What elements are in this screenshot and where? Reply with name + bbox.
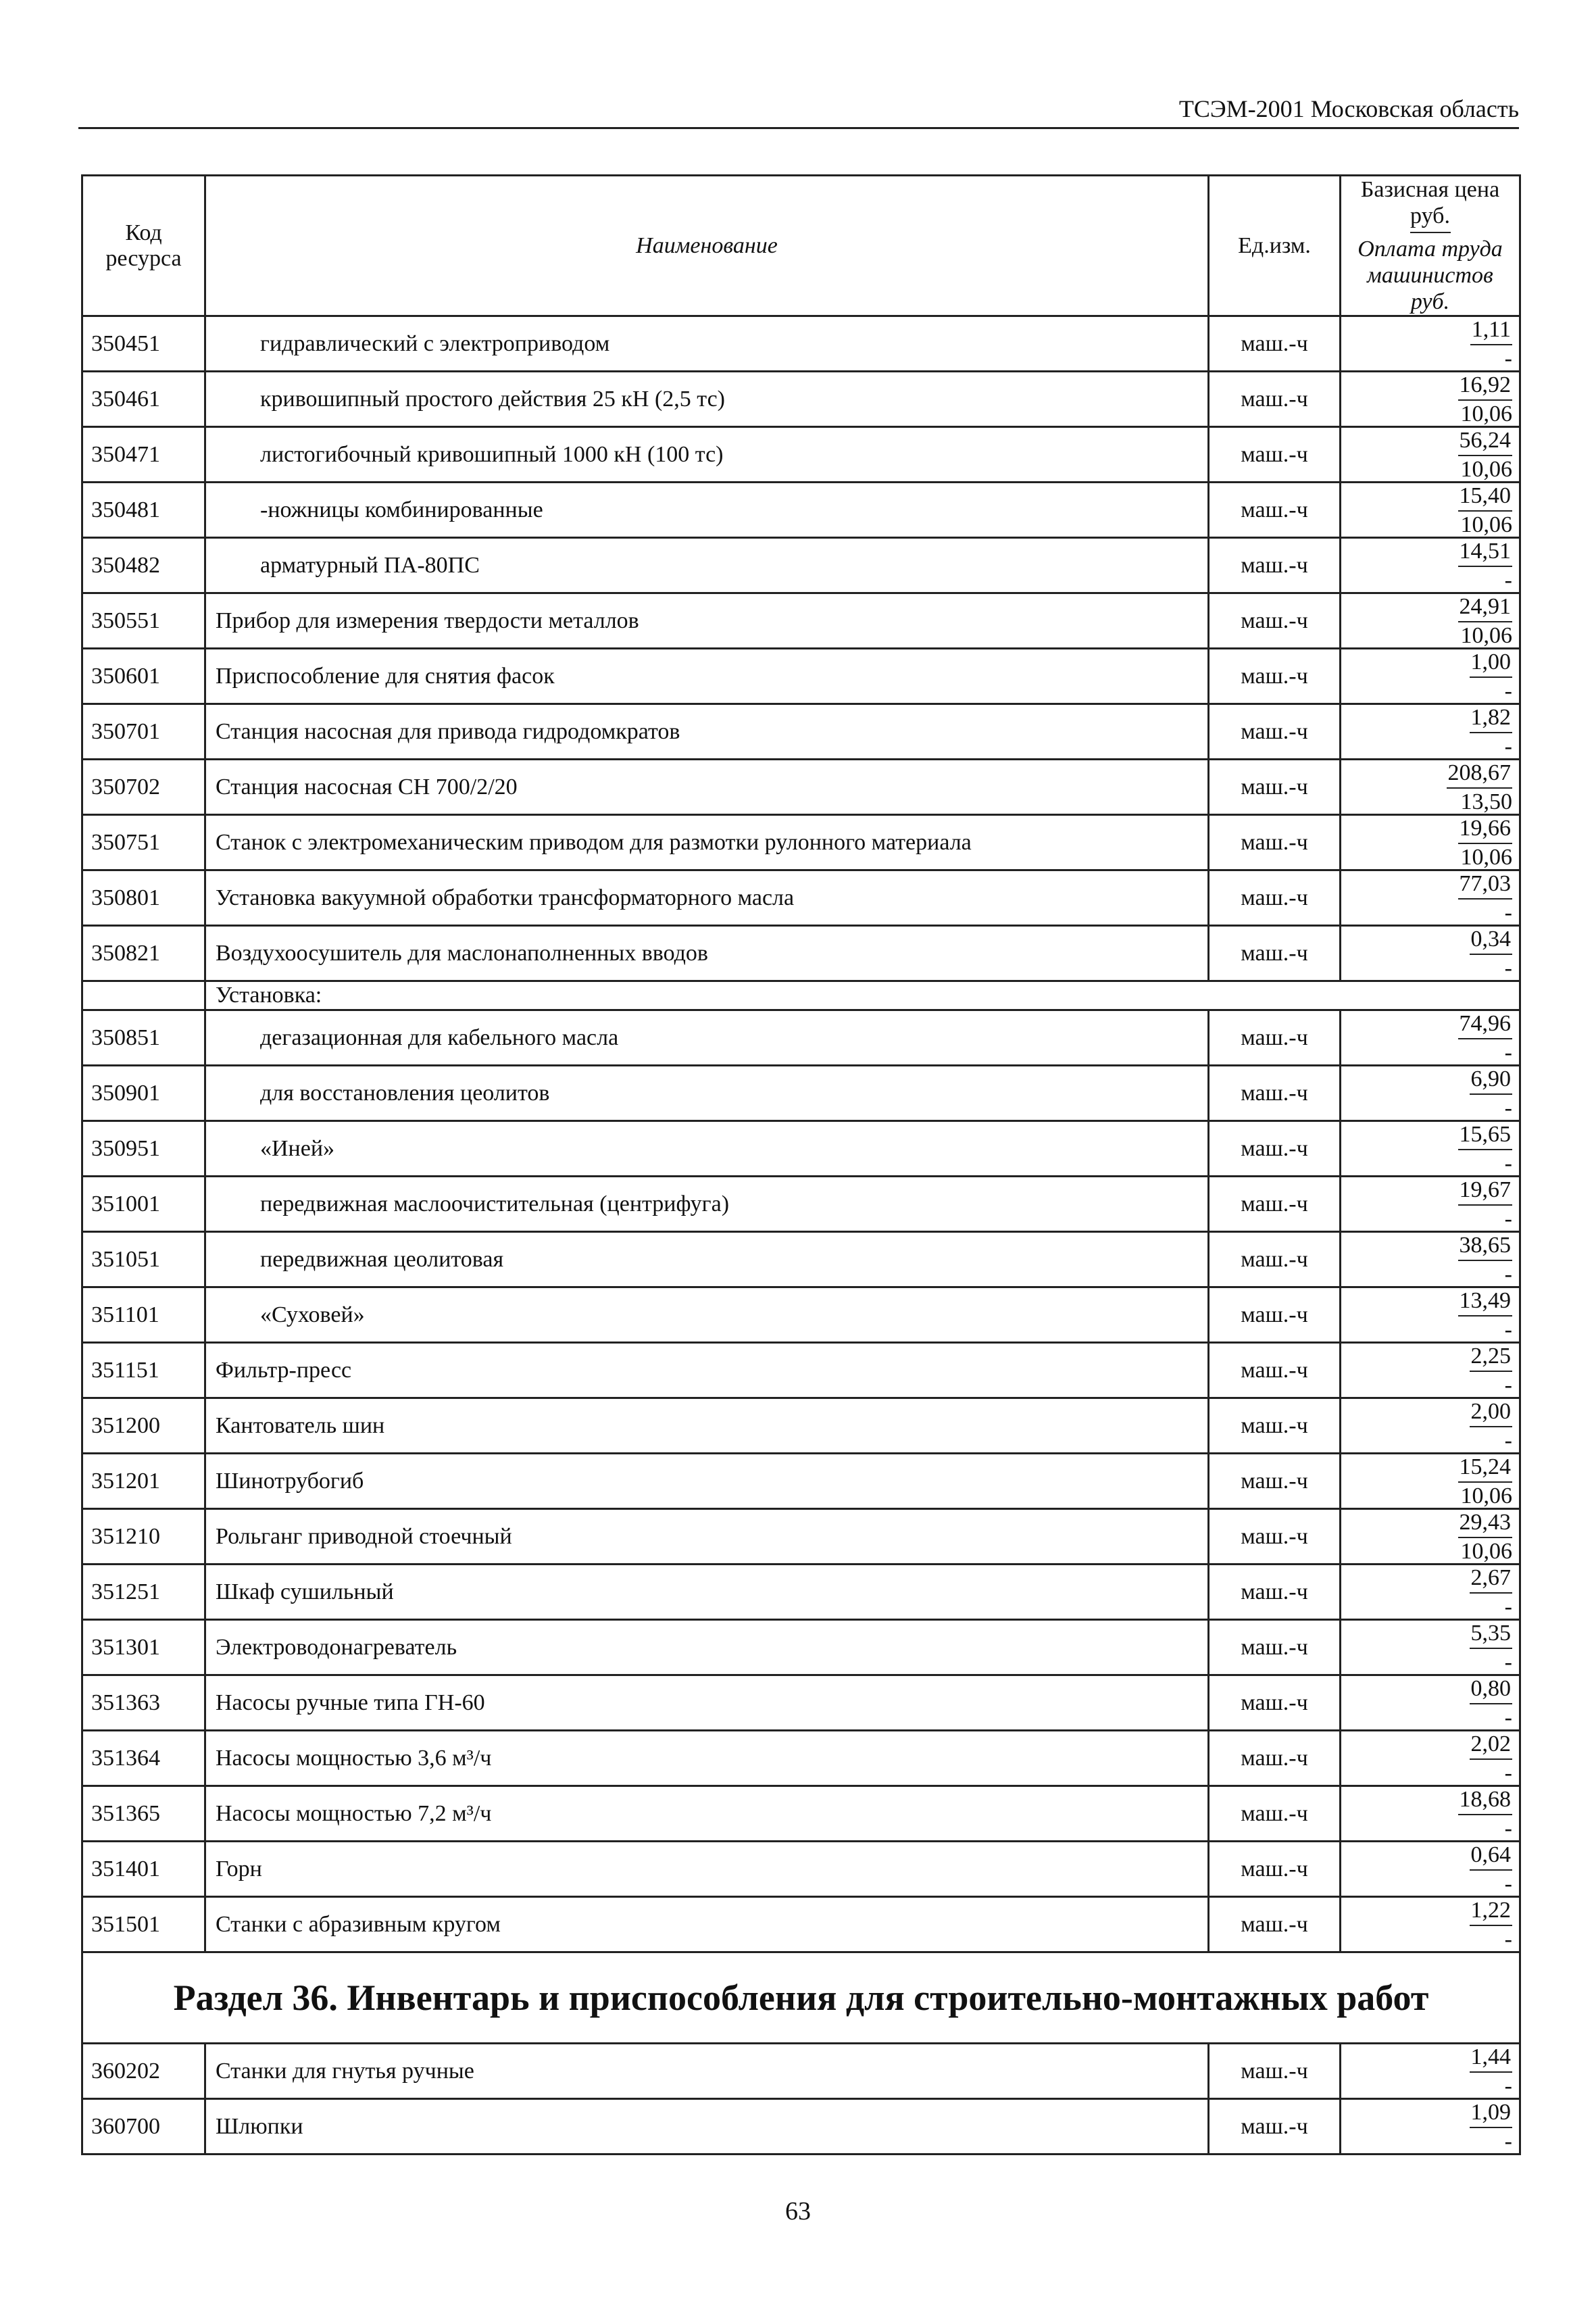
- price-cell: [1341, 1454, 1520, 1509]
- group-heading: Установка:: [205, 981, 1520, 1010]
- operator-wage: -: [1504, 734, 1512, 760]
- resource-code: 360700: [82, 2099, 205, 2155]
- resource-name: Станок с электромеханическим приводом для размотки рулонного материала: [205, 815, 1209, 870]
- document-title: ТСЭМ-2001 Московская область: [1178, 95, 1519, 122]
- resource-name: Установка вакуумной обработки трансформаторного масла: [205, 870, 1209, 926]
- resource-code: 350951: [82, 1121, 205, 1177]
- table-row: [82, 1177, 1520, 1232]
- resource-unit: маш.-ч: [1209, 427, 1341, 483]
- price-fraction: [1470, 1345, 1513, 1397]
- price-cell: [1341, 316, 1520, 372]
- base-price: 29,43: [1458, 1511, 1513, 1538]
- resource-unit: маш.-ч: [1209, 760, 1341, 815]
- table-row: [82, 538, 1520, 593]
- base-price: 38,65: [1458, 1234, 1513, 1261]
- resource-code: 350701: [82, 704, 205, 760]
- operator-wage: -: [1504, 956, 1512, 981]
- base-price: 18,68: [1458, 1788, 1513, 1815]
- price-fraction: [1458, 1012, 1513, 1064]
- table-row: [82, 926, 1520, 981]
- price-cell: [1341, 427, 1520, 483]
- resource-unit: маш.-ч: [1209, 538, 1341, 593]
- operator-wage: -: [1504, 1151, 1512, 1177]
- resource-code: 351001: [82, 1177, 205, 1232]
- base-price: 2,67: [1470, 1567, 1513, 1594]
- resource-unit: маш.-ч: [1209, 2099, 1341, 2155]
- operator-wage: -: [1504, 1040, 1512, 1066]
- price-fraction: [1458, 1179, 1513, 1231]
- table-row: [82, 483, 1520, 538]
- table-row: [82, 1398, 1520, 1454]
- operator-wage: -: [1504, 568, 1512, 593]
- base-price: 1,82: [1470, 706, 1513, 733]
- group-code-cell: [82, 981, 205, 1010]
- price-fraction: [1447, 762, 1513, 814]
- operator-wage: -: [1504, 2129, 1512, 2155]
- resource-code: 350471: [82, 427, 205, 483]
- table-row: [82, 1620, 1520, 1675]
- price-cell: [1341, 1565, 1520, 1620]
- price-fraction: [1470, 651, 1513, 703]
- price-cell: [1341, 483, 1520, 538]
- base-price: 15,40: [1458, 485, 1513, 512]
- price-cell: [1341, 2099, 1520, 2155]
- price-cell: [1341, 1287, 1520, 1343]
- base-price: 2,02: [1470, 1733, 1513, 1760]
- operator-wage: -: [1504, 1594, 1512, 1620]
- resource-code: 350702: [82, 760, 205, 815]
- resource-name: Фильтр-пресс: [205, 1343, 1209, 1398]
- price-fraction: [1458, 1234, 1513, 1286]
- table-row: [82, 1232, 1520, 1287]
- operator-wage: -: [1504, 1705, 1512, 1731]
- price-cell: [1341, 1842, 1520, 1897]
- price-fraction: [1458, 429, 1513, 481]
- resource-code: 351401: [82, 1842, 205, 1897]
- price-fraction: [1470, 928, 1513, 980]
- table-row: [82, 1343, 1520, 1398]
- price-fraction: [1470, 706, 1513, 758]
- base-price: 2,00: [1470, 1400, 1513, 1427]
- resource-name: Воздухоосушитель для маслонаполненных вводов: [205, 926, 1209, 981]
- base-price: 16,92: [1458, 374, 1513, 401]
- price-fraction: [1458, 374, 1513, 426]
- operator-wage: -: [1504, 1650, 1512, 1675]
- price-fraction: [1470, 1068, 1513, 1120]
- price-fraction: [1470, 318, 1512, 370]
- price-fraction: [1458, 817, 1513, 869]
- resource-unit: маш.-ч: [1209, 1509, 1341, 1565]
- base-price: 1,22: [1470, 1899, 1513, 1926]
- price-fraction: [1470, 1400, 1513, 1452]
- operator-wage: -: [1504, 2073, 1512, 2099]
- column-header-price: [1341, 176, 1520, 316]
- price-fraction: [1458, 540, 1513, 592]
- resource-name: Шкаф сушильный: [205, 1565, 1209, 1620]
- resource-code: 350801: [82, 870, 205, 926]
- resource-code: 350451: [82, 316, 205, 372]
- resource-code: 351201: [82, 1454, 205, 1509]
- base-price: 13,49: [1458, 1289, 1513, 1316]
- price-cell: [1341, 1786, 1520, 1842]
- operator-wage: -: [1504, 900, 1512, 926]
- resource-name: передвижная маслоочистительная (центрифуга): [205, 1177, 1209, 1232]
- table-row: [82, 427, 1520, 483]
- resource-unit: маш.-ч: [1209, 483, 1341, 538]
- resource-name: Прибор для измерения твердости металлов: [205, 593, 1209, 649]
- resource-code: 351151: [82, 1343, 205, 1398]
- resource-code: 351210: [82, 1509, 205, 1565]
- table-row: [82, 593, 1520, 649]
- base-price: 1,44: [1470, 2046, 1513, 2073]
- section-heading: Раздел 36. Инвентарь и приспособления для строительно-монтажных работ: [82, 1952, 1520, 2044]
- base-price: 0,64: [1470, 1844, 1513, 1871]
- price-fraction: [1458, 1511, 1513, 1563]
- resource-unit: маш.-ч: [1209, 1620, 1341, 1675]
- table-row: [82, 1287, 1520, 1343]
- page-header: [78, 95, 1519, 129]
- operator-wage: -: [1504, 679, 1512, 704]
- resource-code: 350851: [82, 1010, 205, 1066]
- table-row: [82, 1675, 1520, 1731]
- operator-wage: -: [1504, 1761, 1512, 1786]
- table-row: [82, 1454, 1520, 1509]
- price-cell: [1341, 1343, 1520, 1398]
- base-price: 0,80: [1470, 1677, 1513, 1704]
- resource-unit: маш.-ч: [1209, 1287, 1341, 1343]
- resource-name: Насосы мощностью 7,2 м³/ч: [205, 1786, 1209, 1842]
- table-body: [82, 316, 1520, 2155]
- operator-wage: 10,06: [1460, 623, 1512, 649]
- table-row: [82, 1731, 1520, 1786]
- price-cell: [1341, 1509, 1520, 1565]
- resource-unit: маш.-ч: [1209, 1066, 1341, 1121]
- price-cell: [1341, 704, 1520, 760]
- resource-code: 351251: [82, 1565, 205, 1620]
- operator-wage: 10,06: [1460, 512, 1512, 538]
- base-price: 19,67: [1458, 1179, 1513, 1206]
- price-fraction: [1458, 595, 1513, 647]
- price-fraction: [1470, 1733, 1513, 1785]
- price-cell: [1341, 1066, 1520, 1121]
- price-cell: [1341, 2044, 1520, 2099]
- price-fraction: [1458, 1788, 1513, 1840]
- resource-name: дегазационная для кабельного масла: [205, 1010, 1209, 1066]
- operator-wage: -: [1504, 1927, 1512, 1952]
- resource-name: Шлюпки: [205, 2099, 1209, 2155]
- price-cell: [1341, 538, 1520, 593]
- price-cell: [1341, 1398, 1520, 1454]
- resource-unit: маш.-ч: [1209, 372, 1341, 427]
- base-price: 6,90: [1470, 1068, 1513, 1095]
- resource-name: кривошипный простого действия 25 кН (2,5 тс): [205, 372, 1209, 427]
- table-row: [82, 1066, 1520, 1121]
- price-cell: [1341, 649, 1520, 704]
- operator-wage: 10,06: [1460, 1483, 1512, 1509]
- base-price: 14,51: [1458, 540, 1513, 567]
- resource-unit: маш.-ч: [1209, 593, 1341, 649]
- resource-name: Рольганг приводной стоечный: [205, 1509, 1209, 1565]
- table-row: [82, 760, 1520, 815]
- base-price: 56,24: [1458, 429, 1513, 456]
- column-header-name: Наименование: [205, 176, 1209, 316]
- base-price: 5,35: [1470, 1622, 1513, 1649]
- price-fraction: [1470, 2101, 1513, 2153]
- table-row: [82, 372, 1520, 427]
- operator-wage: -: [1504, 1816, 1512, 1842]
- operator-wage: -: [1504, 1373, 1512, 1398]
- price-fraction: [1470, 2046, 1513, 2098]
- group-heading-row: [82, 981, 1520, 1010]
- table-row: [82, 870, 1520, 926]
- operator-wage: -: [1504, 1206, 1512, 1232]
- operator-wage: -: [1504, 1871, 1512, 1897]
- price-fraction: [1458, 872, 1513, 925]
- resource-name: для восстановления цеолитов: [205, 1066, 1209, 1121]
- base-price: 1,00: [1470, 651, 1513, 678]
- resource-code: 351365: [82, 1786, 205, 1842]
- table-row: [82, 2099, 1520, 2155]
- price-cell: [1341, 1177, 1520, 1232]
- resource-code: 351364: [82, 1731, 205, 1786]
- resource-unit: маш.-ч: [1209, 2044, 1341, 2099]
- resource-code: 350551: [82, 593, 205, 649]
- price-fraction: [1458, 1289, 1513, 1341]
- table-row: [82, 1010, 1520, 1066]
- resource-unit: маш.-ч: [1209, 1121, 1341, 1177]
- resource-name: Насосы мощностью 3,6 м³/ч: [205, 1731, 1209, 1786]
- operator-wage: -: [1504, 346, 1512, 372]
- table-row: [82, 815, 1520, 870]
- resource-unit: маш.-ч: [1209, 1232, 1341, 1287]
- base-price: 74,96: [1458, 1012, 1513, 1039]
- resource-unit: маш.-ч: [1209, 926, 1341, 981]
- price-fraction: [1470, 1899, 1513, 1951]
- column-header-code: Код ресурса: [82, 176, 205, 316]
- base-price: 24,91: [1458, 595, 1513, 622]
- resource-unit: маш.-ч: [1209, 1675, 1341, 1731]
- resource-name: Шинотрубогиб: [205, 1454, 1209, 1509]
- resource-unit: маш.-ч: [1209, 815, 1341, 870]
- operator-wage: -: [1504, 1096, 1512, 1121]
- price-fraction: [1458, 485, 1513, 537]
- price-cell: [1341, 926, 1520, 981]
- resource-unit: маш.-ч: [1209, 1842, 1341, 1897]
- price-cell: [1341, 1232, 1520, 1287]
- resource-name: гидравлический с электроприводом: [205, 316, 1209, 372]
- resource-name: Кантователь шин: [205, 1398, 1209, 1454]
- table-row: [82, 1509, 1520, 1565]
- resource-name: Горн: [205, 1842, 1209, 1897]
- price-cell: [1341, 1121, 1520, 1177]
- resource-code: 350601: [82, 649, 205, 704]
- table-row: [82, 1786, 1520, 1842]
- resource-unit: маш.-ч: [1209, 1565, 1341, 1620]
- resource-code: 350821: [82, 926, 205, 981]
- base-price: 15,65: [1458, 1123, 1513, 1150]
- resource-unit: маш.-ч: [1209, 316, 1341, 372]
- resource-name: Приспособление для снятия фасок: [205, 649, 1209, 704]
- operator-wage: -: [1504, 1262, 1512, 1287]
- price-fraction: [1470, 1677, 1513, 1729]
- table-row: [82, 1121, 1520, 1177]
- resource-code: 350901: [82, 1066, 205, 1121]
- resource-name: арматурный ПА-80ПС: [205, 538, 1209, 593]
- resource-unit: маш.-ч: [1209, 1343, 1341, 1398]
- resource-unit: маш.-ч: [1209, 649, 1341, 704]
- price-cell: [1341, 815, 1520, 870]
- operator-wage: 13,50: [1460, 789, 1512, 815]
- column-header-price-bottom: Оплата труда машинистов руб.: [1357, 237, 1503, 315]
- section-heading-row: [82, 1952, 1520, 2044]
- resource-table: [81, 174, 1521, 2155]
- fraction-divider: [1410, 232, 1451, 233]
- resource-name: «Суховей»: [205, 1287, 1209, 1343]
- operator-wage: 10,06: [1460, 457, 1512, 483]
- resource-name: Электроводонагреватель: [205, 1620, 1209, 1675]
- resource-name: передвижная цеолитовая: [205, 1232, 1209, 1287]
- base-price: 19,66: [1458, 817, 1513, 844]
- operator-wage: 10,06: [1460, 1539, 1512, 1565]
- price-fraction: [1458, 1456, 1513, 1508]
- table-row: [82, 1842, 1520, 1897]
- resource-code: 351301: [82, 1620, 205, 1675]
- resource-unit: маш.-ч: [1209, 1177, 1341, 1232]
- resource-unit: маш.-ч: [1209, 1454, 1341, 1509]
- resource-code: 350461: [82, 372, 205, 427]
- base-price: 1,11: [1470, 318, 1512, 345]
- resource-name: Станки с абразивным кругом: [205, 1897, 1209, 1952]
- operator-wage: -: [1504, 1428, 1512, 1454]
- operator-wage: -: [1504, 1317, 1512, 1343]
- price-cell: [1341, 1620, 1520, 1675]
- operator-wage: 10,06: [1460, 401, 1512, 427]
- resource-unit: маш.-ч: [1209, 870, 1341, 926]
- resource-unit: маш.-ч: [1209, 1010, 1341, 1066]
- base-price: 15,24: [1458, 1456, 1513, 1483]
- price-fraction: [1470, 1844, 1513, 1896]
- base-price: 0,34: [1470, 928, 1513, 955]
- resource-code: 360202: [82, 2044, 205, 2099]
- resource-name: «Иней»: [205, 1121, 1209, 1177]
- resource-name: Станция насосная СН 700/2/20: [205, 760, 1209, 815]
- price-cell: [1341, 1675, 1520, 1731]
- base-price: 77,03: [1458, 872, 1513, 900]
- resource-name: -ножницы комбинированные: [205, 483, 1209, 538]
- table-row: [82, 1897, 1520, 1952]
- resource-unit: маш.-ч: [1209, 1731, 1341, 1786]
- resource-code: 351051: [82, 1232, 205, 1287]
- resource-code: 351101: [82, 1287, 205, 1343]
- resource-code: 351200: [82, 1398, 205, 1454]
- table-row: [82, 316, 1520, 372]
- resource-name: Станция насосная для привода гидродомкратов: [205, 704, 1209, 760]
- table-row: [82, 2044, 1520, 2099]
- price-cell: [1341, 1897, 1520, 1952]
- price-fraction: [1470, 1567, 1513, 1619]
- resource-unit: маш.-ч: [1209, 704, 1341, 760]
- table-row: [82, 1565, 1520, 1620]
- price-fraction: [1458, 1123, 1513, 1175]
- column-header-unit: Ед.изм.: [1209, 176, 1341, 316]
- resource-unit: маш.-ч: [1209, 1897, 1341, 1952]
- price-cell: [1341, 1010, 1520, 1066]
- price-cell: [1341, 1731, 1520, 1786]
- price-cell: [1341, 870, 1520, 926]
- table-row: [82, 704, 1520, 760]
- table-row: [82, 649, 1520, 704]
- resource-name: листогибочный кривошипный 1000 кН (100 тс): [205, 427, 1209, 483]
- resource-name: Насосы ручные типа ГН-60: [205, 1675, 1209, 1731]
- resource-unit: маш.-ч: [1209, 1398, 1341, 1454]
- resource-unit: маш.-ч: [1209, 1786, 1341, 1842]
- resource-code: 351363: [82, 1675, 205, 1731]
- table-header: [82, 176, 1520, 316]
- base-price: 2,25: [1470, 1345, 1513, 1372]
- column-header-price-top: Базисная цена руб.: [1360, 177, 1500, 229]
- base-price: 208,67: [1447, 762, 1513, 789]
- resource-code: 350481: [82, 483, 205, 538]
- resource-code: 350482: [82, 538, 205, 593]
- resource-name: Станки для гнутья ручные: [205, 2044, 1209, 2099]
- operator-wage: 10,06: [1460, 845, 1512, 870]
- price-cell: [1341, 593, 1520, 649]
- resource-code: 350751: [82, 815, 205, 870]
- base-price: 1,09: [1470, 2101, 1513, 2128]
- price-fraction: [1470, 1622, 1513, 1674]
- page-number: 63: [785, 2197, 811, 2225]
- price-cell: [1341, 372, 1520, 427]
- resource-code: 351501: [82, 1897, 205, 1952]
- price-cell: [1341, 760, 1520, 815]
